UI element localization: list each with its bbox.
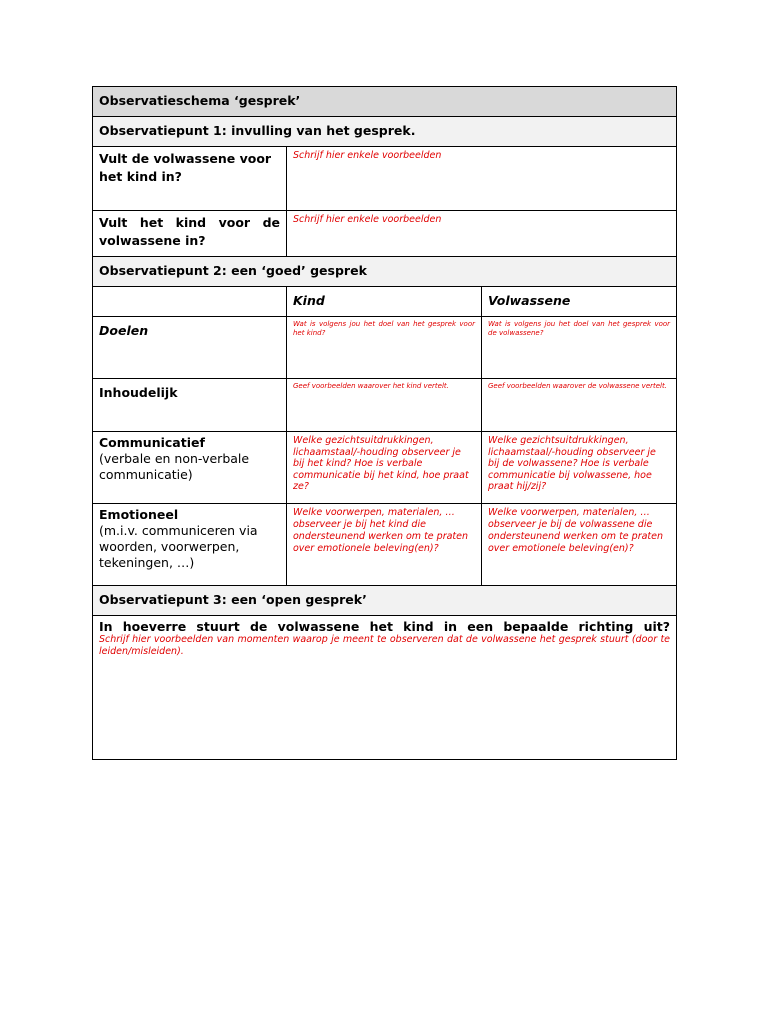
volwassene-column-header: Volwassene — [488, 293, 571, 308]
open-gesprek-hint: Schrijf hier voorbeelden van momenten waarop je meent te observeren dat de volwassene het gesprek stuurt (door te leiden/misleiden). — [99, 634, 671, 657]
doelen-kind-cell[interactable] — [287, 317, 482, 379]
doelen-volwassene-cell[interactable] — [482, 317, 677, 379]
table-title-cell — [93, 87, 677, 117]
emotioneel-kind-hint: Welke voorwerpen, materialen, … observeer je bij het kind die ondersteunend werken om te praten over emotionele beleving(en)? — [293, 507, 469, 554]
q1-label-cell — [93, 147, 287, 211]
emotioneel-sublabel: (m.i.v. communiceren via woorden, voorwerpen, tekeningen, …) — [99, 523, 258, 570]
communicatief-sublabel: (verbale en non-verbale communicatie) — [99, 451, 250, 482]
doelen-kind-hint: Wat is volgens jou het doel van het gesprek voor het kind? — [293, 320, 475, 337]
communicatief-kind-cell[interactable] — [287, 432, 482, 504]
communicatief-volwassene-cell[interactable] — [482, 432, 677, 504]
doelen-label-cell — [93, 317, 287, 379]
q2-label-cell — [93, 211, 287, 257]
communicatief-volwassene-hint: Welke gezichtsuitdrukkingen, lichaamstaal/-houding observeer je bij de volwassene? Hoe is verbale communicatie bij volwassene, hoe praat hij/zij? — [488, 435, 656, 492]
emotioneel-kind-cell[interactable] — [287, 504, 482, 586]
inhoudelijk-kind-cell[interactable] — [287, 379, 482, 432]
observation-table — [92, 86, 677, 760]
q2-hint: Schrijf hier enkele voorbeelden — [293, 214, 442, 225]
communicatief-label-cell — [93, 432, 287, 504]
inhoudelijk-label: Inhoudelijk — [99, 385, 178, 400]
inhoudelijk-volwassene-cell[interactable] — [482, 379, 677, 432]
emotioneel-label: Emotioneel — [99, 507, 179, 522]
communicatief-label: Communicatief — [99, 435, 205, 450]
section1-heading-cell — [93, 117, 677, 147]
inhoudelijk-volwassene-hint: Geef voorbeelden waarover de volwassene vertelt. — [488, 382, 667, 390]
communicatief-kind-hint: Welke gezichtsuitdrukkingen, lichaamstaal/-houding observeer je bij het kind? Hoe is verbale communicatie bij het kind, hoe praat ze? — [293, 435, 469, 492]
emotioneel-volwassene-hint: Welke voorwerpen, materialen, … observeer je bij de volwassene die ondersteunend werken om te praten over emotionele beleving(en)? — [488, 507, 664, 554]
inhoudelijk-kind-hint: Geef voorbeelden waarover het kind vertelt. — [293, 382, 449, 390]
section3-heading: Observatiepunt 3: een ‘open gesprek’ — [99, 592, 367, 607]
q1-answer-cell[interactable] — [287, 147, 677, 211]
section2-heading: Observatiepunt 2: een ‘goed’ gesprek — [99, 263, 367, 278]
kind-column-header: Kind — [293, 293, 325, 308]
q2-label-line1: Vult het kind voor de — [99, 215, 280, 230]
section3-heading-cell — [93, 586, 677, 616]
empty-header-cell — [93, 287, 287, 317]
table-title: Observatieschema ‘gesprek’ — [99, 93, 301, 108]
volwassene-header-cell — [482, 287, 677, 317]
q1-label: Vult de volwassene voor het kind in? — [99, 151, 272, 184]
section1-heading: Observatiepunt 1: invulling van het gesprek. — [99, 123, 416, 138]
open-gesprek-question: In hoeverre stuurt de volwassene het kind in een bepaalde richting uit? — [99, 619, 671, 634]
kind-header-cell — [287, 287, 482, 317]
q2-answer-cell[interactable] — [287, 211, 677, 257]
doelen-volwassene-hint: Wat is volgens jou het doel van het gesprek voor de volwassene? — [488, 320, 671, 337]
emotioneel-label-cell — [93, 504, 287, 586]
doelen-label: Doelen — [99, 323, 149, 338]
observation-document — [92, 86, 676, 760]
emotioneel-volwassene-cell[interactable] — [482, 504, 677, 586]
section2-heading-cell — [93, 257, 677, 287]
q2-label-line2: volwassene in? — [99, 233, 206, 248]
inhoudelijk-label-cell — [93, 379, 287, 432]
q1-hint: Schrijf hier enkele voorbeelden — [293, 150, 442, 161]
open-gesprek-cell[interactable] — [93, 616, 677, 760]
